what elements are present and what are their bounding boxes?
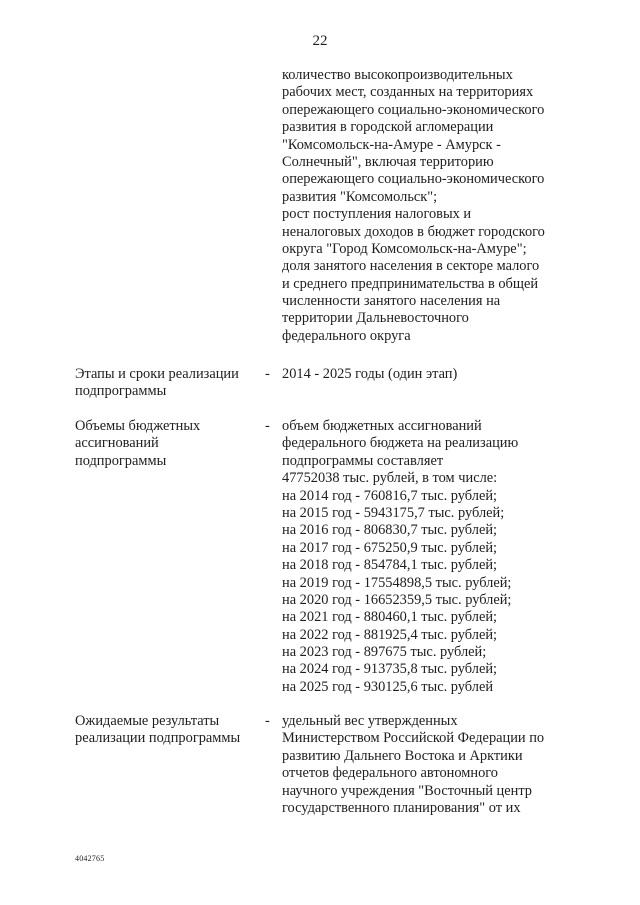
text-line: развития в городской агломерации [282,119,494,136]
text-line: доля занятого населения в секторе малого [282,258,540,275]
text-line: 2014 - 2025 годы (один этап) [282,366,458,382]
label-line: ассигнований [75,435,159,452]
text-line: Министерством Российской Федерации по [282,730,545,747]
text-line: научного учреждения "Восточный центр [282,782,533,799]
label-line: Ожидаемые результаты [75,713,220,729]
text-line: неналоговых доходов в бюджет городского [282,223,545,240]
text-line: опережающего социально-экономического [282,171,545,188]
budget-year-line: на 2017 год - 675250,9 тыс. рублей; [282,539,498,556]
budget-dash: - [265,418,270,434]
label-line: Объемы бюджетных [75,418,201,434]
budget-year-line: на 2023 год - 897675 тыс. рублей; [282,644,487,661]
text-line: развития "Комсомольск"; [282,188,438,205]
text-line: опережающего социально-экономического [282,101,545,118]
budget-year-line: на 2018 год - 854784,1 тыс. рублей; [282,557,498,574]
budget-year-line: на 2021 год - 880460,1 тыс. рублей; [282,609,498,626]
text-line: и среднего предпринимательства в общей [282,275,539,292]
text-line: 47752038 тыс. рублей, в том числе: [282,470,498,487]
text-line: объем бюджетных ассигнований [282,418,482,434]
text-line: Солнечный", включая территорию [282,153,494,170]
text-line: удельный вес утвержденных [282,713,458,729]
budget-year-line: на 2025 год - 930125,6 тыс. рублей [282,678,494,695]
label-line: реализации подпрограммы [75,730,241,747]
stages-text [282,366,582,383]
budget-year-line: на 2024 год - 913735,8 тыс. рублей; [282,661,498,678]
text-line: подпрограммы составляет [282,452,444,469]
label-line: подпрограммы [75,383,167,400]
text-line: федерального округа [282,327,411,344]
text-line: развитию Дальнего Востока и Арктики [282,747,523,764]
text-line: рост поступления налоговых и [282,206,472,223]
results-label [75,713,260,748]
budget-year-line: на 2022 год - 881925,4 тыс. рублей; [282,626,498,643]
label-line: подпрограммы [75,452,167,469]
text-line: численности занятого населения на [282,293,501,310]
budget-year-line: на 2015 год - 5943175,7 тыс. рублей; [282,504,505,521]
text-line: государственного планирования" от их [282,799,521,816]
budget-text [282,418,582,696]
text-line: рабочих мест, созданных на территориях [282,84,534,101]
label-line: Этапы и сроки реализации [75,366,239,382]
text-line: "Комсомольск-на-Амуре - Амурск - [282,136,501,153]
budget-year-line: на 2016 год - 806830,7 тыс. рублей; [282,522,498,539]
budget-year-line: на 2019 год - 17554898,5 тыс. рублей; [282,574,512,591]
text-line: отчетов федерального автономного [282,765,499,782]
results-text [282,713,582,817]
budget-year-line: на 2020 год - 16652359,5 тыс. рублей; [282,591,512,608]
text-line: округа "Город Комсомольск-на-Амуре"; [282,240,527,257]
budget-label [75,418,260,470]
page-number: 22 [312,33,328,49]
text-line: территории Дальневосточного [282,310,469,327]
continuation-text [282,67,582,345]
text-line: федерального бюджета на реализацию [282,435,519,452]
document-code: 4042765 [75,854,105,863]
budget-year-line: на 2014 год - 760816,7 тыс. рублей; [282,487,498,504]
stages-dash: - [265,366,270,382]
text-line: количество высокопроизводительных [282,67,513,83]
stages-label [75,366,260,401]
results-dash: - [265,713,270,729]
